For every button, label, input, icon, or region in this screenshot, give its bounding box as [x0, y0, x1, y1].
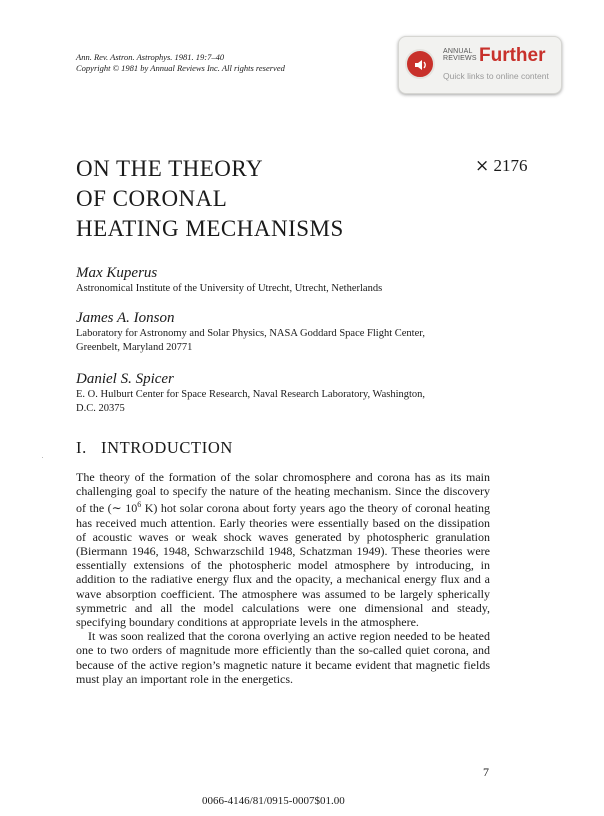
body-text: [76, 470, 490, 686]
reference-mark: ⨯ 2176: [475, 156, 528, 175]
paragraph: It was soon realized that the corona overlying an active region needed to be heated one to two orders of magnitude more efficiently than the so-called quiet corona, and because of the active region’s magnetic nature it became evident that magnetic fields must play an important role in the energetics.: [76, 629, 490, 686]
section-heading: I. INTRODUCTION: [76, 438, 233, 457]
author-affiliation: E. O. Hulburt Center for Space Research, Naval Research Laboratory, Washington, D.C. 20375: [76, 389, 426, 414]
citation-line-2: Copyright © 1981 by Annual Reviews Inc. All rights reserved: [76, 63, 285, 73]
author-name: Daniel S. Spicer: [76, 371, 174, 387]
journal-citation: [76, 52, 285, 74]
author-affiliation: Laboratory for Astronomy and Solar Physics, NASA Goddard Space Flight Center, Greenbelt, Maryland 20771: [76, 328, 425, 353]
footer-code: 0066-4146/81/0915-0007$01.00: [202, 795, 345, 807]
title-line: HEATING MECHANISMS: [76, 216, 344, 241]
title-line: OF CORONAL: [76, 186, 228, 211]
author-affiliation: Astronomical Institute of the University of Utrecht, Utrecht, Netherlands: [76, 283, 383, 294]
citation-line-1: Ann. Rev. Astron. Astrophys. 1981. 19:7–40: [76, 52, 225, 62]
speaker-icon: [405, 49, 435, 79]
author-name: James A. Ionson: [76, 310, 175, 326]
margin-mark: [42, 457, 43, 458]
further-word: Further: [479, 45, 546, 66]
further-subtitle: Quick links to online content: [443, 71, 549, 81]
author-name: Max Kuperus: [76, 265, 158, 281]
further-badge[interactable]: [398, 36, 562, 94]
paragraph: The theory of the formation of the solar chromosphere and corona has as its main challenging goal to specify the nature of the heating mechanism. Since the discovery of the (∼ $10^6$ K) hot solar corona about forty years ago the theory of coronal heating has received much attention. Early theories were essentially based on the dissipation of acoustic waves or weak shock waves generated by photospheric granulation (Biermann 1946, 1948, Schwarzschild 1948, Schatzman 1949). These theories were essentially extensions of the photospheric model atmosphere by introducing, in addition to the radiative energy flux and the opacity, a mechanical energy flux and a wave absorption coefficient. The atmosphere was assumed to be largely spherically symmetric and all the model calculations were one dimensional and steady, specifying boundary conditions at appropriate levels in the atmosphere.: [76, 470, 490, 630]
further-annual-reviews: ANNUAL REVIEWS: [443, 48, 477, 62]
page-number: 7: [483, 765, 489, 779]
article-title: [76, 154, 344, 244]
title-line: ON THE THEORY: [76, 156, 264, 181]
